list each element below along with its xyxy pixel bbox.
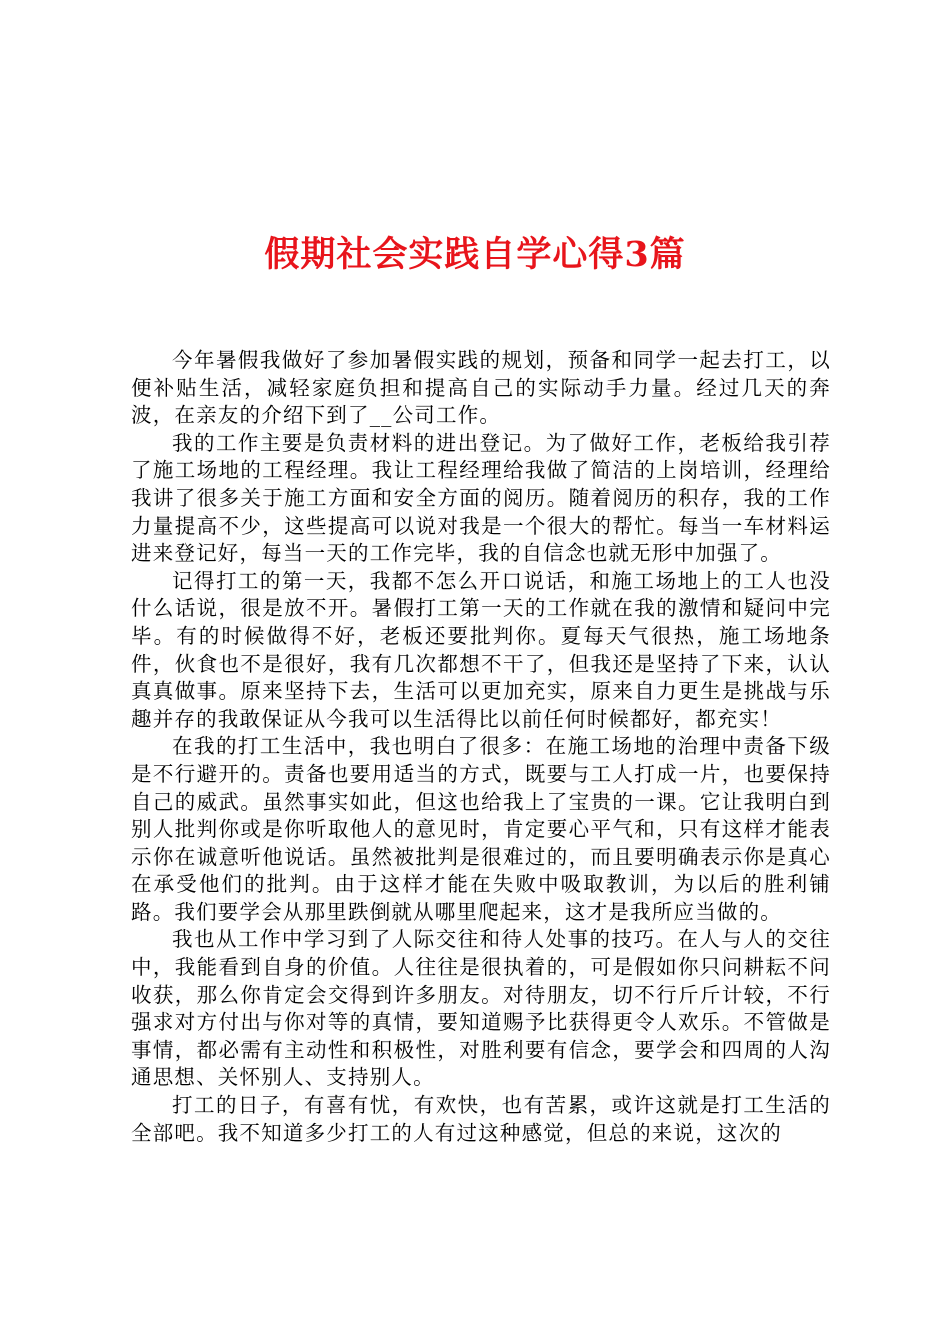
paragraph-4: 在我的打工生活中，我也明白了很多：在施工场地的治理中责备下级是不行避开的。责备也要用适当的方式，既要与工人打成一片，也要保持自己的威武。虽然事实如此，但这也给我上了宝贵的一课。它让我明白到别人批判你或是你听取他人的意见时，肯定要心平气和，只有这样才能表示你在诚意听他说话。虽然被批判是很难过的，而且要明确表示你是真心在承受他们的批判。由于这样才能在失败中吸取教训，为以后的胜利铺路。我们要学会从那里跌倒就从哪里爬起来，这才是我所应当做的。 (131, 734, 831, 924)
paragraph-5: 我也从工作中学习到了人际交往和待人处事的技巧。在人与人的交往中，我能看到自身的价值。人往往是很执着的，可是假如你只问耕耘不问收获，那么你肯定会交得到许多朋友。对待朋友，切不行斤斤计较，不行强求对方付出与你对等的真情，要知道赐予比获得更令人欢乐。不管做是事情，都必需有主动性和积极性，对胜利要有信念，要学会和四周的人沟通思想、关怀别人、支持别人。 (131, 927, 831, 1090)
document-body (131, 347, 831, 1147)
document-title: 假期社会实践自学心得3篇 (264, 234, 686, 276)
paragraph-1: 今年暑假我做好了参加暑假实践的规划，预备和同学一起去打工，以便补贴生活，减轻家庭负担和提高自己的实际动手力量。经过几天的奔波，在亲友的介绍下到了__公司工作。 (131, 348, 831, 428)
paragraph-2: 我的工作主要是负责材料的进出登记。为了做好工作，老板给我引荐了施工场地的工程经理。我让工程经理给我做了简洁的上岗培训，经理给我讲了很多关于施工方面和安全方面的阅历。随着阅历的积存，我的工作力量提高不少，这些提高可以说对我是一个很大的帮忙。每当一车材料运进来登记好，每当一天的工作完毕，我的自信念也就无形中加强了。 (131, 430, 831, 566)
paragraph-6: 打工的日子，有喜有忧，有欢快，也有苦累，或许这就是打工生活的全部吧。我不知道多少打工的人有过这种感觉，但总的来说，这次的 (131, 1093, 831, 1145)
paragraph-3: 记得打工的第一天，我都不怎么开口说话，和施工场地上的工人也没什么话说，很是放不开。暑假打工第一天的工作就在我的激情和疑问中完毕。有的时候做得不好，老板还要批判你。夏每天气很热，施工场地条件，伙食也不是很好，我有几次都想不干了，但我还是坚持了下来，认认真真做事。原来坚持下去，生活可以更加充实，原来自力更生是挑战与乐趣并存的我敢保证从今我可以生活得比以前任何时候都好，都充实！ (131, 568, 831, 731)
